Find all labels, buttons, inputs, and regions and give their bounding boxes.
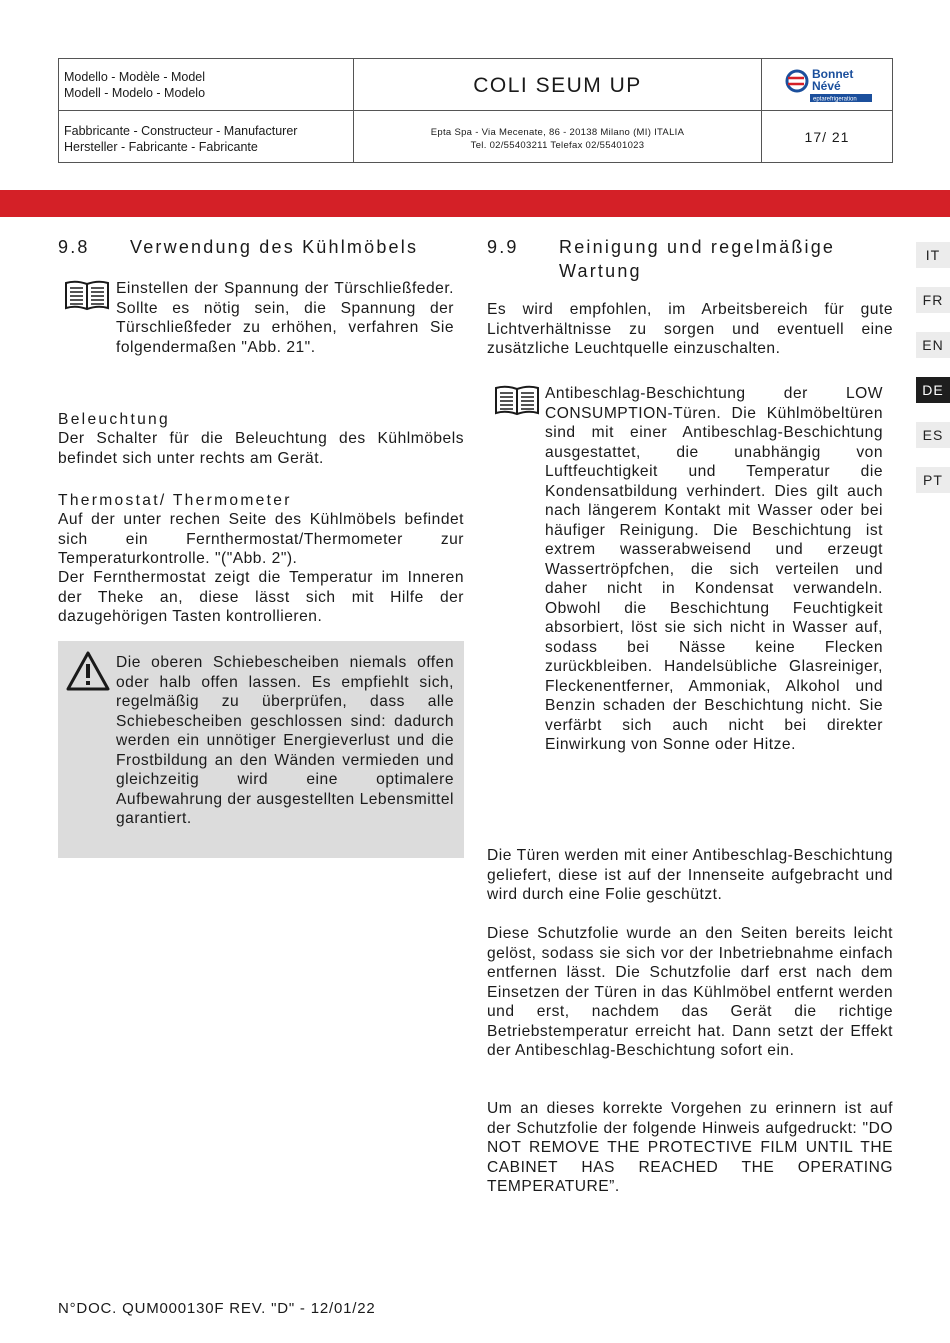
model-name: COLI SEUM UP <box>473 74 642 97</box>
logo-cell <box>762 59 892 111</box>
red-header-bar <box>0 190 950 217</box>
lang-tab-fr[interactable]: FR <box>916 287 950 313</box>
cleaning-intro: Es wird empfohlen, im Arbeitsbereich für gute Lichtverhältnisse zu sorgen und eventuell eine zusätzliche Leuchtquelle einzuschalten. <box>487 301 893 357</box>
address-cell <box>354 111 762 163</box>
document-reference: N°DOC. QUM000130F REV. "D" - 12/01/22 <box>58 1300 376 1317</box>
page-number: 17/ 21 <box>804 129 850 145</box>
svg-text:eptarefrigeration: eptarefrigeration <box>813 96 857 103</box>
thermostat-text-2: Der Fernthermostat zeigt die Temperatur im Inneren der Theke an, diese lässt sich mit Hilfe der dazugehörigen Tasten kontrollieren. <box>58 569 464 625</box>
section-9-9-number: 9.9 <box>487 237 519 257</box>
model-label-cell <box>59 59 354 111</box>
page-number-cell <box>762 111 892 163</box>
manufacturer-label-line-2: Hersteller - Fabricante - Fabricante <box>64 140 258 154</box>
note-spring-tension: Einstellen der Spannung der Türschließfeder. Sollte es nötig sein, die Spannung der Türschließfeder zu erhöhen, verfahren Sie folgendermaßen "Abb. 21". <box>116 280 454 356</box>
bonnet-neve-logo <box>784 66 872 104</box>
address-line-1: Epta Spa - Via Mecenate, 86 - 20138 Milano (MI) ITALIA <box>430 127 685 138</box>
lang-tab-it[interactable]: IT <box>916 242 950 268</box>
lang-tab-de[interactable]: DE <box>916 377 950 403</box>
header-table <box>58 58 893 163</box>
book-icon <box>64 279 110 311</box>
thermostat-heading: Thermostat/ Thermometer <box>58 492 292 509</box>
doors-text-2: Diese Schutzfolie wurde an den Seiten bereits leicht gelöst, sodass sie sich vor der Inbetriebnahme einfach entfernen lässt. Die Schutzfolie darf erst nach dem Einsetzen der Türen in das Kühlmöbel entfernt werden und erst, nachdem das Gerät die richtige Betriebstemperatur erreicht hat. Dann setzt der Effekt der Antibeschlag-Beschichtung sofort ein. <box>487 925 893 1059</box>
model-label-line-2: Modell - Modelo - Modelo <box>64 86 206 100</box>
lang-tab-en[interactable]: EN <box>916 332 950 358</box>
svg-text:Bonnet: Bonnet <box>812 67 854 81</box>
manufacturer-label-line-1: Fabbricante - Constructeur - Manufacturer <box>64 124 298 138</box>
model-label-line-1: Modello - Modèle - Model <box>64 70 206 84</box>
lang-tab-pt[interactable]: PT <box>916 467 950 493</box>
section-9-8-title: Verwendung des Kühlmöbels <box>130 237 419 257</box>
manufacturer-label-cell <box>59 111 354 163</box>
warning-icon <box>65 650 111 692</box>
note-antifog-coating: Antibeschlag-Beschichtung der LOW CONSUMPTION-Türen. Die Kühlmöbeltüren sind mit einer Antibeschlag-Beschichtung ausgestattet, die unabhängig von Luftfeuchtigkeit und Temperatur die Kondensatbildung verhindert. Dies gilt auch nach längerem Kontakt mit Wasser oder bei häufiger Reinigung. Die Beschichtung ist extrem wasserabweisend und erzeugt Wassertröpfchen, die sich verteilen und daher nicht in Kondensat verwandeln. Obwohl die Beschichtung Feuchtigkeit absorbiert, löst sie sich nicht in Wasser auf, sodass bei Nässe keine Flecken zurückbleiben. Handelsübliche Glasreiniger, Fleckenentferner, Ammoniak, Alkohol und Benzin schaden der Beschichtung nicht. Sie verfärbt sich auch nicht bei direkter Einwirkung von Sonne oder Hitze. <box>545 385 883 753</box>
lang-tab-es[interactable]: ES <box>916 422 950 448</box>
lighting-heading: Beleuchtung <box>58 411 171 428</box>
section-9-9-title-line-1: Reinigung und regelmäßige <box>559 237 836 257</box>
doors-text-1: Die Türen werden mit einer Antibeschlag-Beschichtung geliefert, diese ist auf der Innenseite aufgebracht und wird durch eine Folie geschützt. <box>487 847 893 903</box>
book-icon <box>494 384 540 416</box>
section-9-9-title-line-2: Wartung <box>559 261 642 281</box>
address-line-2: Tel. 02/55403211 Telefax 02/55401023 <box>470 140 645 151</box>
svg-text:Névé: Névé <box>812 79 841 93</box>
model-name-cell <box>354 59 762 111</box>
thermostat-text-1: Auf der unter rechen Seite des Kühlmöbels befindet sich ein Fernthermostat/Thermometer zur Temperaturkontrolle. "("Abb. 2"). <box>58 511 464 567</box>
warning-text: Die oberen Schiebescheiben niemals offen oder halb offen lassen. Es empfiehlt sich, regelmäßig zu überprüfen, dass alle Schiebescheiben geschlossen sind: dadurch werden ein unnötiger Energieverlust und die Frostbildung an den Wänden vermieden und gleichzeitig wird eine optimalere Aufbewahrung der ausgestellten Lebensmittel garantiert. <box>116 654 454 827</box>
doors-text-3: Um an dieses korrekte Vorgehen zu erinnern ist auf der Schutzfolie der folgende Hinweis aufgedruckt: "DO NOT REMOVE THE PROTECTIVE FILM UNTIL THE CABINET HAS REACHED THE OPERATING TEMPERATURE”. <box>487 1100 893 1195</box>
lighting-text: Der Schalter für die Beleuchtung des Kühlmöbels befindet sich unter rechts am Gerät. <box>58 430 464 467</box>
section-9-8-number: 9.8 <box>58 237 90 257</box>
